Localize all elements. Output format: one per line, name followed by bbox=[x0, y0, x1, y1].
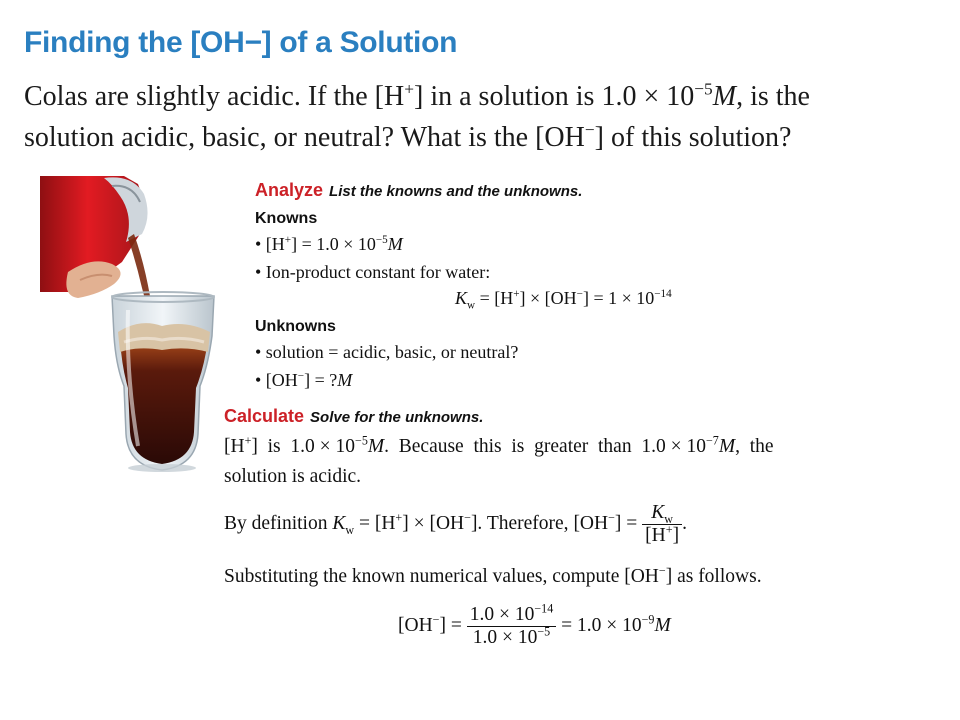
superscript: −5 bbox=[355, 433, 368, 448]
unit: M bbox=[367, 436, 385, 457]
text: ] of this solution? bbox=[594, 122, 792, 153]
analyze-label: Analyze bbox=[255, 180, 324, 200]
numeric-fraction bbox=[467, 601, 557, 649]
unit: M bbox=[337, 370, 353, 390]
superscript: −14 bbox=[654, 288, 672, 300]
text: , is the bbox=[736, 81, 810, 112]
calculate-subheading: Solve for the unknowns. bbox=[310, 409, 484, 426]
text: ] bbox=[672, 525, 680, 546]
knowns-label: Knowns bbox=[255, 210, 318, 227]
subscript: w bbox=[345, 522, 355, 537]
unit: M bbox=[654, 614, 671, 636]
superscript: − bbox=[464, 510, 471, 525]
superscript: + bbox=[404, 79, 415, 99]
superscript: − bbox=[297, 370, 305, 382]
fraction-numerator bbox=[467, 601, 557, 626]
analyze-heading bbox=[255, 180, 582, 201]
text: [OH bbox=[398, 614, 433, 636]
unit: M bbox=[712, 81, 737, 112]
known-h-concentration bbox=[255, 234, 403, 255]
subscript: w bbox=[664, 511, 673, 526]
text: ] = 1.0 × 10 bbox=[291, 234, 376, 254]
calculate-heading bbox=[224, 406, 483, 427]
calculate-label: Calculate bbox=[224, 406, 305, 426]
subscript: w bbox=[467, 299, 476, 312]
superscript: −7 bbox=[705, 433, 719, 448]
problem-statement bbox=[24, 76, 954, 158]
text: Substituting the known numerical values, compute [OH bbox=[224, 566, 659, 587]
text: [OH bbox=[573, 512, 609, 534]
text: 1.0 × 10 bbox=[472, 627, 538, 648]
calc-paragraph-2 bbox=[224, 502, 687, 547]
text: . Because this is greater than 1.0 × 10 bbox=[384, 436, 706, 457]
known-ion-product: • Ion-product constant for water: bbox=[255, 262, 491, 282]
text: = [H bbox=[354, 512, 396, 534]
text: • [OH bbox=[255, 370, 298, 390]
fraction-denominator bbox=[467, 626, 557, 649]
superscript: −5 bbox=[375, 234, 388, 246]
superscript: − bbox=[432, 612, 440, 627]
text: solution acidic, basic, or neutral? What is the [OH bbox=[24, 122, 585, 153]
text: = 1.0 × 10 bbox=[561, 614, 642, 636]
text: ] in a solution is 1.0 × 10 bbox=[414, 81, 695, 112]
unknowns-label: Unknowns bbox=[255, 318, 336, 335]
superscript: + bbox=[244, 433, 252, 448]
cola-pour-image bbox=[40, 176, 220, 476]
superscript: − bbox=[584, 120, 595, 140]
kw-over-h-fraction bbox=[642, 502, 682, 547]
superscript: −9 bbox=[641, 612, 655, 627]
text: [H bbox=[645, 525, 666, 546]
superscript: + bbox=[665, 522, 673, 537]
calc-paragraph-3 bbox=[224, 563, 762, 588]
text: ] = bbox=[439, 614, 462, 636]
text: ] × [OH bbox=[519, 288, 577, 308]
kw-symbol: K bbox=[651, 502, 665, 523]
superscript: − bbox=[608, 510, 615, 525]
text: ] = bbox=[614, 512, 638, 534]
text: [H bbox=[224, 436, 245, 457]
superscript: −5 bbox=[537, 624, 551, 639]
kw-equation bbox=[455, 288, 672, 312]
text: ] × [OH bbox=[402, 512, 465, 534]
text: . bbox=[682, 512, 687, 534]
calc-paragraph-1-line-1 bbox=[224, 433, 774, 458]
text: = [H bbox=[475, 288, 514, 308]
text: ] = ? bbox=[304, 370, 338, 390]
superscript: + bbox=[284, 234, 292, 246]
unit: M bbox=[387, 234, 403, 254]
problem-line-1 bbox=[24, 76, 954, 117]
kw-symbol: K bbox=[332, 512, 346, 534]
unit: M bbox=[718, 436, 736, 457]
text: ]. Therefore, bbox=[470, 512, 574, 534]
fraction-numerator bbox=[642, 502, 682, 524]
superscript: − bbox=[658, 563, 666, 578]
superscript: −5 bbox=[694, 79, 713, 99]
text: By definition bbox=[224, 512, 333, 534]
text: 1.0 × 10 bbox=[469, 604, 535, 625]
text: • [H bbox=[255, 234, 285, 254]
unknown-solution-type: • solution = acidic, basic, or neutral? bbox=[255, 342, 519, 362]
superscript: + bbox=[513, 288, 520, 300]
text: , the bbox=[735, 436, 774, 457]
superscript: + bbox=[395, 510, 403, 525]
page-title: Finding the [OH−] of a Solution bbox=[24, 26, 458, 59]
text: ] is 1.0 × 10 bbox=[251, 436, 356, 457]
text: ] = 1 × 10 bbox=[582, 288, 655, 308]
unknown-oh-concentration bbox=[255, 370, 352, 391]
final-equation bbox=[398, 601, 671, 649]
text: Colas are slightly acidic. If the [H bbox=[24, 81, 405, 112]
fraction-denominator bbox=[642, 524, 682, 547]
superscript: − bbox=[576, 288, 583, 300]
analyze-subheading: List the knowns and the unknowns. bbox=[329, 183, 583, 200]
superscript: −14 bbox=[534, 601, 554, 616]
problem-line-2 bbox=[24, 117, 954, 158]
kw-symbol: K bbox=[455, 288, 468, 308]
calc-paragraph-1-line-2: solution is acidic. bbox=[224, 466, 362, 487]
text: ] as follows. bbox=[665, 566, 762, 587]
